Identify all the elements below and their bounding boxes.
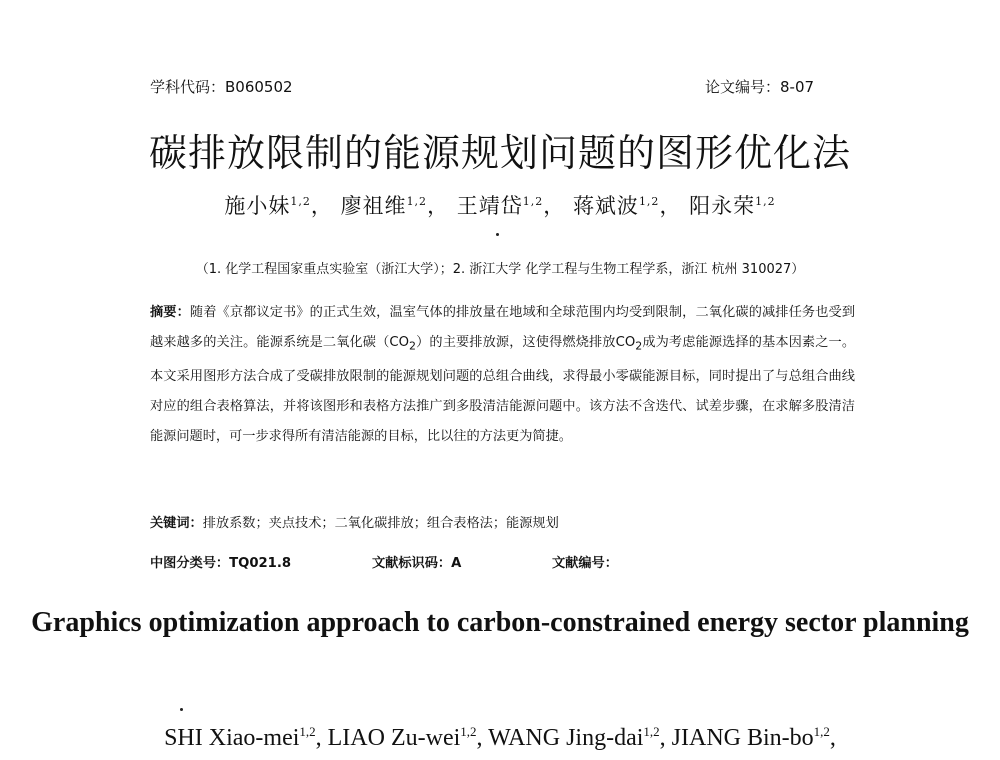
affiliation-chinese: （1. 化学工程国家重点实验室（浙江大学）；2. 浙江大学 化学工程与生物工程学系，浙江 杭州 310027） [195, 262, 805, 277]
paper-number: 论文编号：8-07 [705, 78, 815, 96]
keywords-label: 关键词： [150, 516, 203, 531]
author-en: LIAO Zu-wei$^{1,2}$, [327, 724, 489, 751]
keywords-chinese: 关键词：排放系数；夹点技术；二氧化碳排放；组合表格法；能源规划 [150, 516, 559, 531]
title-chinese: 碳排放限制的能源规划问题的图形优化法 [148, 131, 851, 175]
author-en: SHI Xiao-mei$^{1,2}$, [164, 724, 328, 751]
authors-chinese [0, 190, 1000, 220]
author-zh: 施小妹$^{1,2}$， [224, 194, 333, 218]
document-id: 文献编号： [552, 556, 618, 571]
author-zh: 王靖岱$^{1,2}$， [456, 194, 566, 218]
abstract-chinese: 摘要：随着《京都议定书》的正式生效，温室气体的排放量在地域和全球范围内均受到限制，二氧化碳的减排任务也受到越来越多的关注。能源系统是二氧化碳$(CO_2)$的主要排放源，这使得燃烧排放$CO_2$成为考虑能源选择的基本因素之一。本文采用图形方法合成了受碳排放限制的能源规划问题的总组合曲线，求得最小零碳能源目标，同时提出了与总组合曲线对应的组合表格算法，并将该图形和表格方法推广到多股清洁能源问题中。该方法不含迭代、试差步骤，在求解多股清洁能源问题时，可一步求得所有清洁能源的目标，比以往的方法更为简捷。 [150, 305, 856, 444]
authors-english [0, 724, 1000, 752]
abstract-label: 摘要： [150, 305, 190, 320]
scan-speck [180, 708, 183, 711]
subject-code: 学科代码：B060502 [150, 78, 293, 96]
title-english: Graphics optimization approach to carbon-constrained energy sector planning [31, 607, 969, 638]
author-zh: 阳永荣$^{1,2}$ [689, 194, 776, 218]
author-en: WANG Jing-dai$^{1,2}$, [488, 724, 672, 751]
author-zh: 蒋斌波$^{1,2}$， [572, 194, 682, 218]
author-en: JIANG Bin-bo$^{1,2}$, [671, 724, 836, 751]
author-zh: 廖祖维$^{1,2}$， [340, 194, 450, 218]
clc-number: 中图分类号：TQ021.8 [150, 556, 292, 571]
scan-speck [496, 233, 499, 236]
document-code: 文献标识码：A [372, 556, 462, 571]
